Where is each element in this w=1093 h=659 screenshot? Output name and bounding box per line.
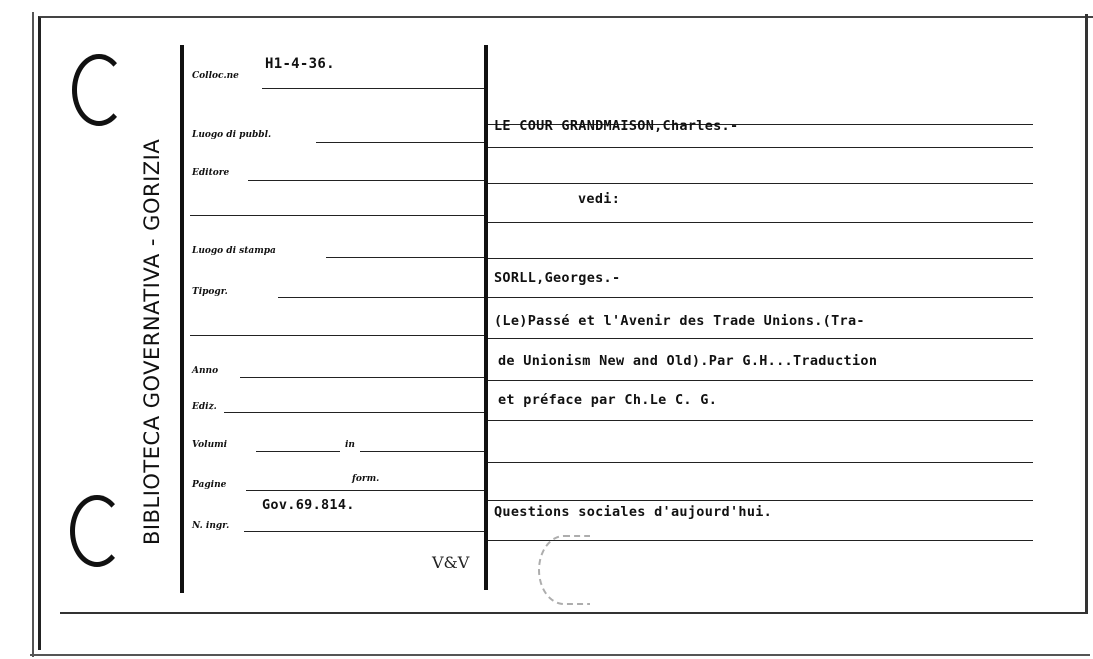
card-outer-edge bbox=[32, 12, 34, 657]
pagine-line bbox=[246, 490, 484, 491]
rule-7 bbox=[488, 338, 1033, 339]
rule-4 bbox=[488, 222, 1033, 223]
collocazione-value: H1-4-36. bbox=[265, 56, 335, 72]
n-ingr-value: Gov.69.814. bbox=[262, 497, 355, 513]
title-line-1: (Le)Passé et l'Avenir des Trade Unions.(Tra- bbox=[494, 313, 865, 329]
author-heading: LE COUR GRANDMAISON,Charles.- bbox=[494, 118, 739, 134]
n-ingr-line bbox=[244, 531, 484, 532]
luogo-stampa-line bbox=[326, 257, 484, 258]
title-line-3: et préface par Ch.Le C. G. bbox=[498, 392, 718, 408]
editore-label: Editore bbox=[192, 168, 230, 178]
anno-label: Anno bbox=[192, 366, 219, 376]
punch-hole-top bbox=[72, 54, 126, 126]
card-outer-bottom-edge bbox=[30, 654, 1090, 656]
punch-hole-bottom bbox=[70, 495, 124, 567]
editore-line bbox=[248, 180, 484, 181]
anno-line bbox=[240, 377, 484, 378]
n-ingr-label: N. ingr. bbox=[192, 521, 230, 531]
collocazione-line bbox=[262, 88, 484, 89]
volumi-line bbox=[256, 451, 340, 452]
rule-10 bbox=[488, 462, 1033, 463]
rule-3 bbox=[488, 183, 1033, 184]
edizione-line bbox=[224, 412, 484, 413]
luogo-pubbl-label: Luogo di pubbl. bbox=[192, 130, 272, 140]
in-line bbox=[360, 451, 484, 452]
collocazione-label: Colloc.ne bbox=[192, 71, 239, 81]
rule-6 bbox=[488, 297, 1033, 298]
vedi-reference: vedi: bbox=[578, 191, 621, 207]
card-right-edge bbox=[1085, 14, 1088, 614]
editore-line-2 bbox=[190, 215, 484, 216]
volumi-label: Volumi bbox=[192, 440, 228, 450]
rule-5 bbox=[488, 258, 1033, 259]
tipogr-line bbox=[278, 297, 484, 298]
in-label: in bbox=[345, 440, 355, 450]
series-note: Questions sociales d'aujourd'hui. bbox=[494, 504, 773, 520]
luogo-stampa-label: Luogo di stampa bbox=[192, 246, 276, 256]
faded-stamp-mark bbox=[538, 535, 590, 605]
referenced-author: SORLL,Georges.- bbox=[494, 270, 621, 286]
rule-8 bbox=[488, 380, 1033, 381]
middle-column-divider bbox=[484, 45, 488, 590]
rule-11 bbox=[488, 500, 1033, 501]
title-line-2: de Unionism New and Old).Par G.H...Traduction bbox=[498, 353, 878, 369]
handwritten-initials: V&V bbox=[432, 553, 470, 572]
rule-9 bbox=[488, 420, 1033, 421]
rule-2 bbox=[488, 147, 1033, 148]
tipogr-label: Tipogr. bbox=[192, 287, 228, 297]
form-label: form. bbox=[352, 474, 380, 484]
tipogr-line-2 bbox=[190, 335, 484, 336]
luogo-pubbl-line bbox=[316, 142, 484, 143]
edizione-label: Ediz. bbox=[192, 402, 217, 412]
left-column-divider bbox=[180, 45, 184, 593]
library-stamp-label: BIBLIOTECA GOVERNATIVA - GORIZIA bbox=[140, 138, 164, 545]
pagine-label: Pagine bbox=[192, 480, 227, 490]
card-bottom-edge bbox=[60, 612, 1085, 614]
